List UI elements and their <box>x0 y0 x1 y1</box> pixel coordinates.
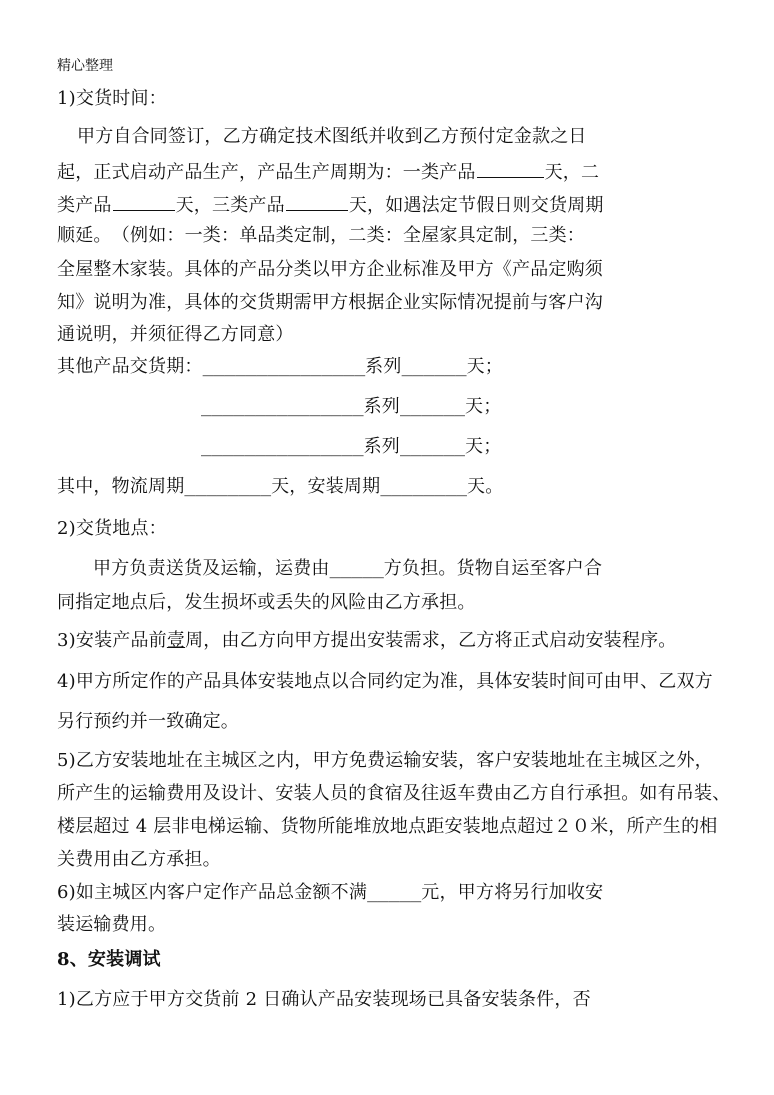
text-run: 天。 <box>467 476 504 497</box>
item-5-line: 5)乙方安装地址在主城区之内，甲方免费运输安装，客户安装地址在主城区之外， <box>57 750 713 771</box>
delivery-time-paragraph-line: 通说明，并须征得乙方同意） <box>57 324 294 345</box>
delivery-time-paragraph-line <box>57 192 604 217</box>
other-delivery-row <box>57 356 503 378</box>
other-delivery-row <box>201 396 501 418</box>
text-run: 天，三类产品 <box>175 195 285 216</box>
text-run: 元，甲方将另行加收安 <box>421 882 604 903</box>
series-word: 系列 <box>363 396 400 417</box>
series-blank[interactable]: _______________ <box>201 436 364 457</box>
item-5-line: 楼层超过 4 层非电梯运输、货物所能堆放地点距安装地点超过２０米，所产生的相 <box>57 816 718 837</box>
section-8-heading: 8、安装调试 <box>57 949 161 970</box>
logistics-row <box>57 476 503 498</box>
item-6-line <box>57 882 603 904</box>
text-run: 起，正式启动产品生产，产品生产周期为：一类产品 <box>57 162 476 183</box>
text-run: 甲方负责送货及运输，运费由 <box>93 558 330 579</box>
text-run: 天，如遇法定节假日则交货周期 <box>348 195 604 216</box>
day-label: 天； <box>465 436 502 457</box>
days-blank[interactable]: ______ <box>399 436 465 457</box>
delivery-place-line <box>93 558 602 580</box>
series-word: 系列 <box>363 436 400 457</box>
delivery-time-paragraph-line: 全屋整木家装。具体的产品分类以甲方企业标准及甲方《产品定购须 <box>57 259 603 280</box>
delivery-time-paragraph-line: 知》说明为准，具体的交货期需甲方根据企业实际情况提前与客户沟 <box>57 292 603 313</box>
underlined-week-count: 壹 <box>166 630 186 651</box>
text-run: 方负担。货物自运至客户合 <box>383 558 603 579</box>
series-blank[interactable]: _______________ <box>201 396 364 417</box>
text-run: 天，二 <box>544 162 600 183</box>
freight-party-blank[interactable]: _____ <box>329 558 384 579</box>
install-days-blank[interactable]: ________ <box>380 476 468 497</box>
section-8-paragraph: 1)乙方应于甲方交货前 2 日确认产品安装现场已具备安装条件，否 <box>57 989 591 1010</box>
text-run: 周，由乙方向甲方提出安装需求，乙方将正式启动安装程序。 <box>185 630 677 651</box>
item-4-line: 另行预约并一致确定。 <box>57 711 239 732</box>
delivery-place-heading: 2)交货地点： <box>57 518 167 539</box>
text-run: 3)安装产品前 <box>57 630 167 651</box>
item-5-line: 关费用由乙方承担。 <box>57 849 221 870</box>
text-run: 类产品 <box>57 195 112 216</box>
page-header: 精心整理 <box>57 58 113 74</box>
other-delivery-row <box>201 436 501 458</box>
day-label: 天； <box>465 396 502 417</box>
text-run: 天，安装周期 <box>271 476 381 497</box>
delivery-place-line: 同指定地点后，发生损坏或丢失的风险由乙方承担。 <box>57 592 476 613</box>
class1-days-blank[interactable] <box>477 159 544 178</box>
class2-days-blank[interactable] <box>113 192 175 211</box>
item-4-line: 4)甲方所定作的产品具体安装地点以合同约定为准，具体安装时间可由甲、乙双方 <box>57 671 713 692</box>
days-blank[interactable]: ______ <box>399 396 465 417</box>
logistics-days-blank[interactable]: ________ <box>184 476 272 497</box>
series-blank[interactable]: _______________ <box>202 356 366 377</box>
item-3 <box>57 630 676 652</box>
delivery-time-heading: 1)交货时间： <box>57 88 167 109</box>
delivery-time-paragraph-line <box>57 159 599 184</box>
other-delivery-label: 其他产品交货期： <box>57 356 203 377</box>
item-6-line: 装运输费用。 <box>57 914 167 935</box>
day-label: 天； <box>466 356 504 377</box>
item-5-line: 所产生的运输费用及设计、安装人员的食宿及往返车费由乙方自行承担。如有吊装、 <box>57 783 731 804</box>
amount-blank[interactable]: _____ <box>367 882 422 903</box>
text-run: 6)如主城区内客户定作产品总金额不满 <box>57 882 368 903</box>
class3-days-blank[interactable] <box>286 192 348 211</box>
days-blank[interactable]: ______ <box>401 356 467 377</box>
text-run: 其中，物流周期 <box>57 476 185 497</box>
series-word: 系列 <box>365 356 402 377</box>
delivery-time-paragraph-line: 顺延。 （例如：一类：单品类定制，二类：全屋家具定制，三类： <box>57 225 585 246</box>
delivery-time-paragraph-line: 甲方自合同签订，乙方确定技术图纸并收到乙方预付定金款之日 <box>77 126 587 147</box>
